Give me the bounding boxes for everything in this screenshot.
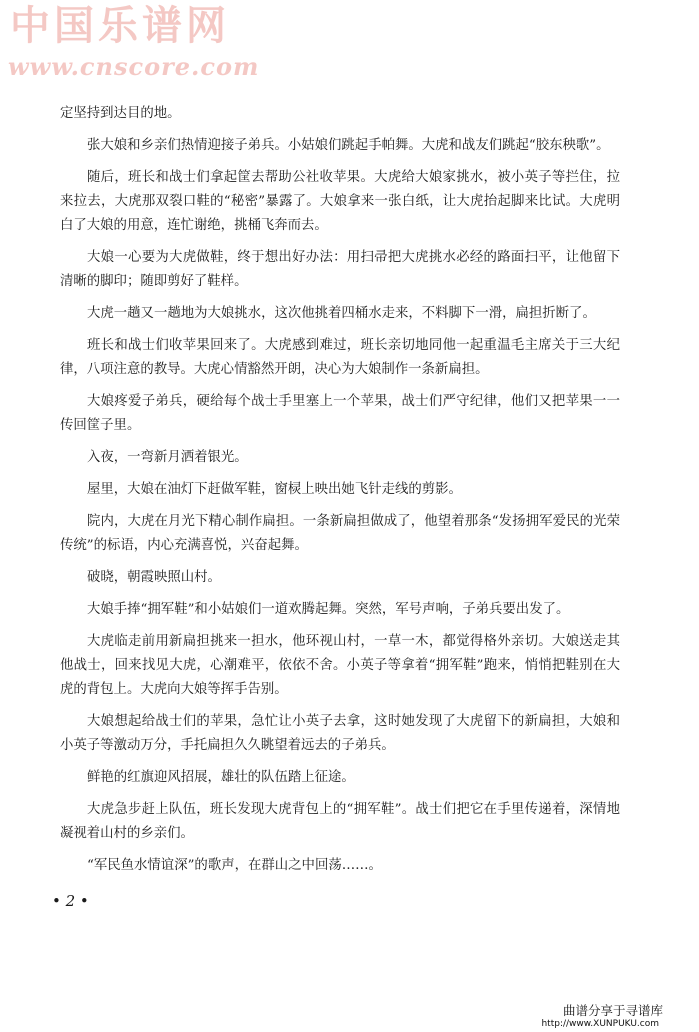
paragraph-11: 破晓，朝霞映照山村。 <box>87 570 221 585</box>
paragraph-15: 鲜艳的红旗迎风招展，雄壮的队伍踏上征途。 <box>87 770 355 785</box>
paragraph-8: 入夜，一弯新月洒着银光。 <box>87 450 248 465</box>
footer-share-text: 曲谱分享于寻谱库 <box>562 1003 663 1018</box>
paragraph-10: 院内，大虎在月光下精心制作扁担。一条新扁担做成了，他望着那条“发扬拥军爱民的光荣传统”的标语，内心充满喜悦，兴奋起舞。 <box>60 514 620 553</box>
paragraph-14: 大娘想起给战士们的苹果，急忙让小英子去拿，这时她发现了大虎留下的新扁担，大娘和小英子等激动万分，手托扁担久久眺望着远去的子弟兵。 <box>60 714 620 753</box>
watermark-logo: 中国乐谱网 <box>10 3 230 49</box>
paragraph-2: 张大娘和乡亲们热情迎接子弟兵。小姑娘们跳起手帕舞。大虎和战友们跳起“胶东秧歌”。 <box>87 138 610 153</box>
footer-share-url[interactable]: http://www.XUNPUKU.com <box>541 1019 659 1029</box>
paragraph-3: 随后，班长和战士们拿起筐去帮助公社收苹果。大虎给大娘家挑水，被小英子等拦住，拉来拉去，大虎那双裂口鞋的“秘密”暴露了。大娘拿来一张白纸，让大虎抬起脚来比试。大虎明白了大娘的用意，连忙谢绝，挑桶飞奔而去。 <box>60 170 620 233</box>
paragraph-6: 班长和战士们收苹果回来了。大虎感到难过，班长亲切地同他一起重温毛主席关于三大纪律，八项注意的教导。大虎心情豁然开朗，决心为大娘制作一条新扁担。 <box>60 338 620 377</box>
paragraph-13: 大虎临走前用新扁担挑来一担水，他环视山村，一草一木，都觉得格外亲切。大娘送走其他战士，回来找见大虎，心潮难平，依依不舍。小英子等拿着“拥军鞋”跑来，悄悄把鞋别在大虎的背包上。大虎向大娘等挥手告别。 <box>60 634 620 697</box>
page-number: • 2 • <box>52 892 89 910</box>
paragraph-1: 定坚持到达目的地。 <box>60 106 181 121</box>
paragraph-9: 屋里，大娘在油灯下赶做军鞋，窗棂上映出她飞针走线的剪影。 <box>87 482 462 497</box>
paragraph-12: 大娘手捧“拥军鞋”和小姑娘们一道欢腾起舞。突然，军号声响，子弟兵要出发了。 <box>87 602 570 617</box>
paragraph-7: 大娘疼爱子弟兵，硬给每个战士手里塞上一个苹果，战士们严守纪律，他们又把苹果一一传回筐子里。 <box>60 394 620 433</box>
document-body <box>60 102 620 886</box>
paragraph-16: 大虎急步赶上队伍，班长发现大虎背包上的“拥军鞋”。战士们把它在手里传递着，深情地凝视着山村的乡亲们。 <box>60 802 620 841</box>
paragraph-4: 大娘一心要为大虎做鞋，终于想出好办法：用扫帚把大虎挑水必经的路面扫平，让他留下清晰的脚印；随即剪好了鞋样。 <box>60 250 620 289</box>
paragraph-5: 大虎一趟又一趟地为大娘挑水，这次他挑着四桶水走来，不料脚下一滑，扁担折断了。 <box>87 306 596 321</box>
paragraph-17: “军民鱼水情谊深”的歌声，在群山之中回荡……。 <box>87 858 382 873</box>
watermark-url: www.cnscore.com <box>8 52 260 81</box>
